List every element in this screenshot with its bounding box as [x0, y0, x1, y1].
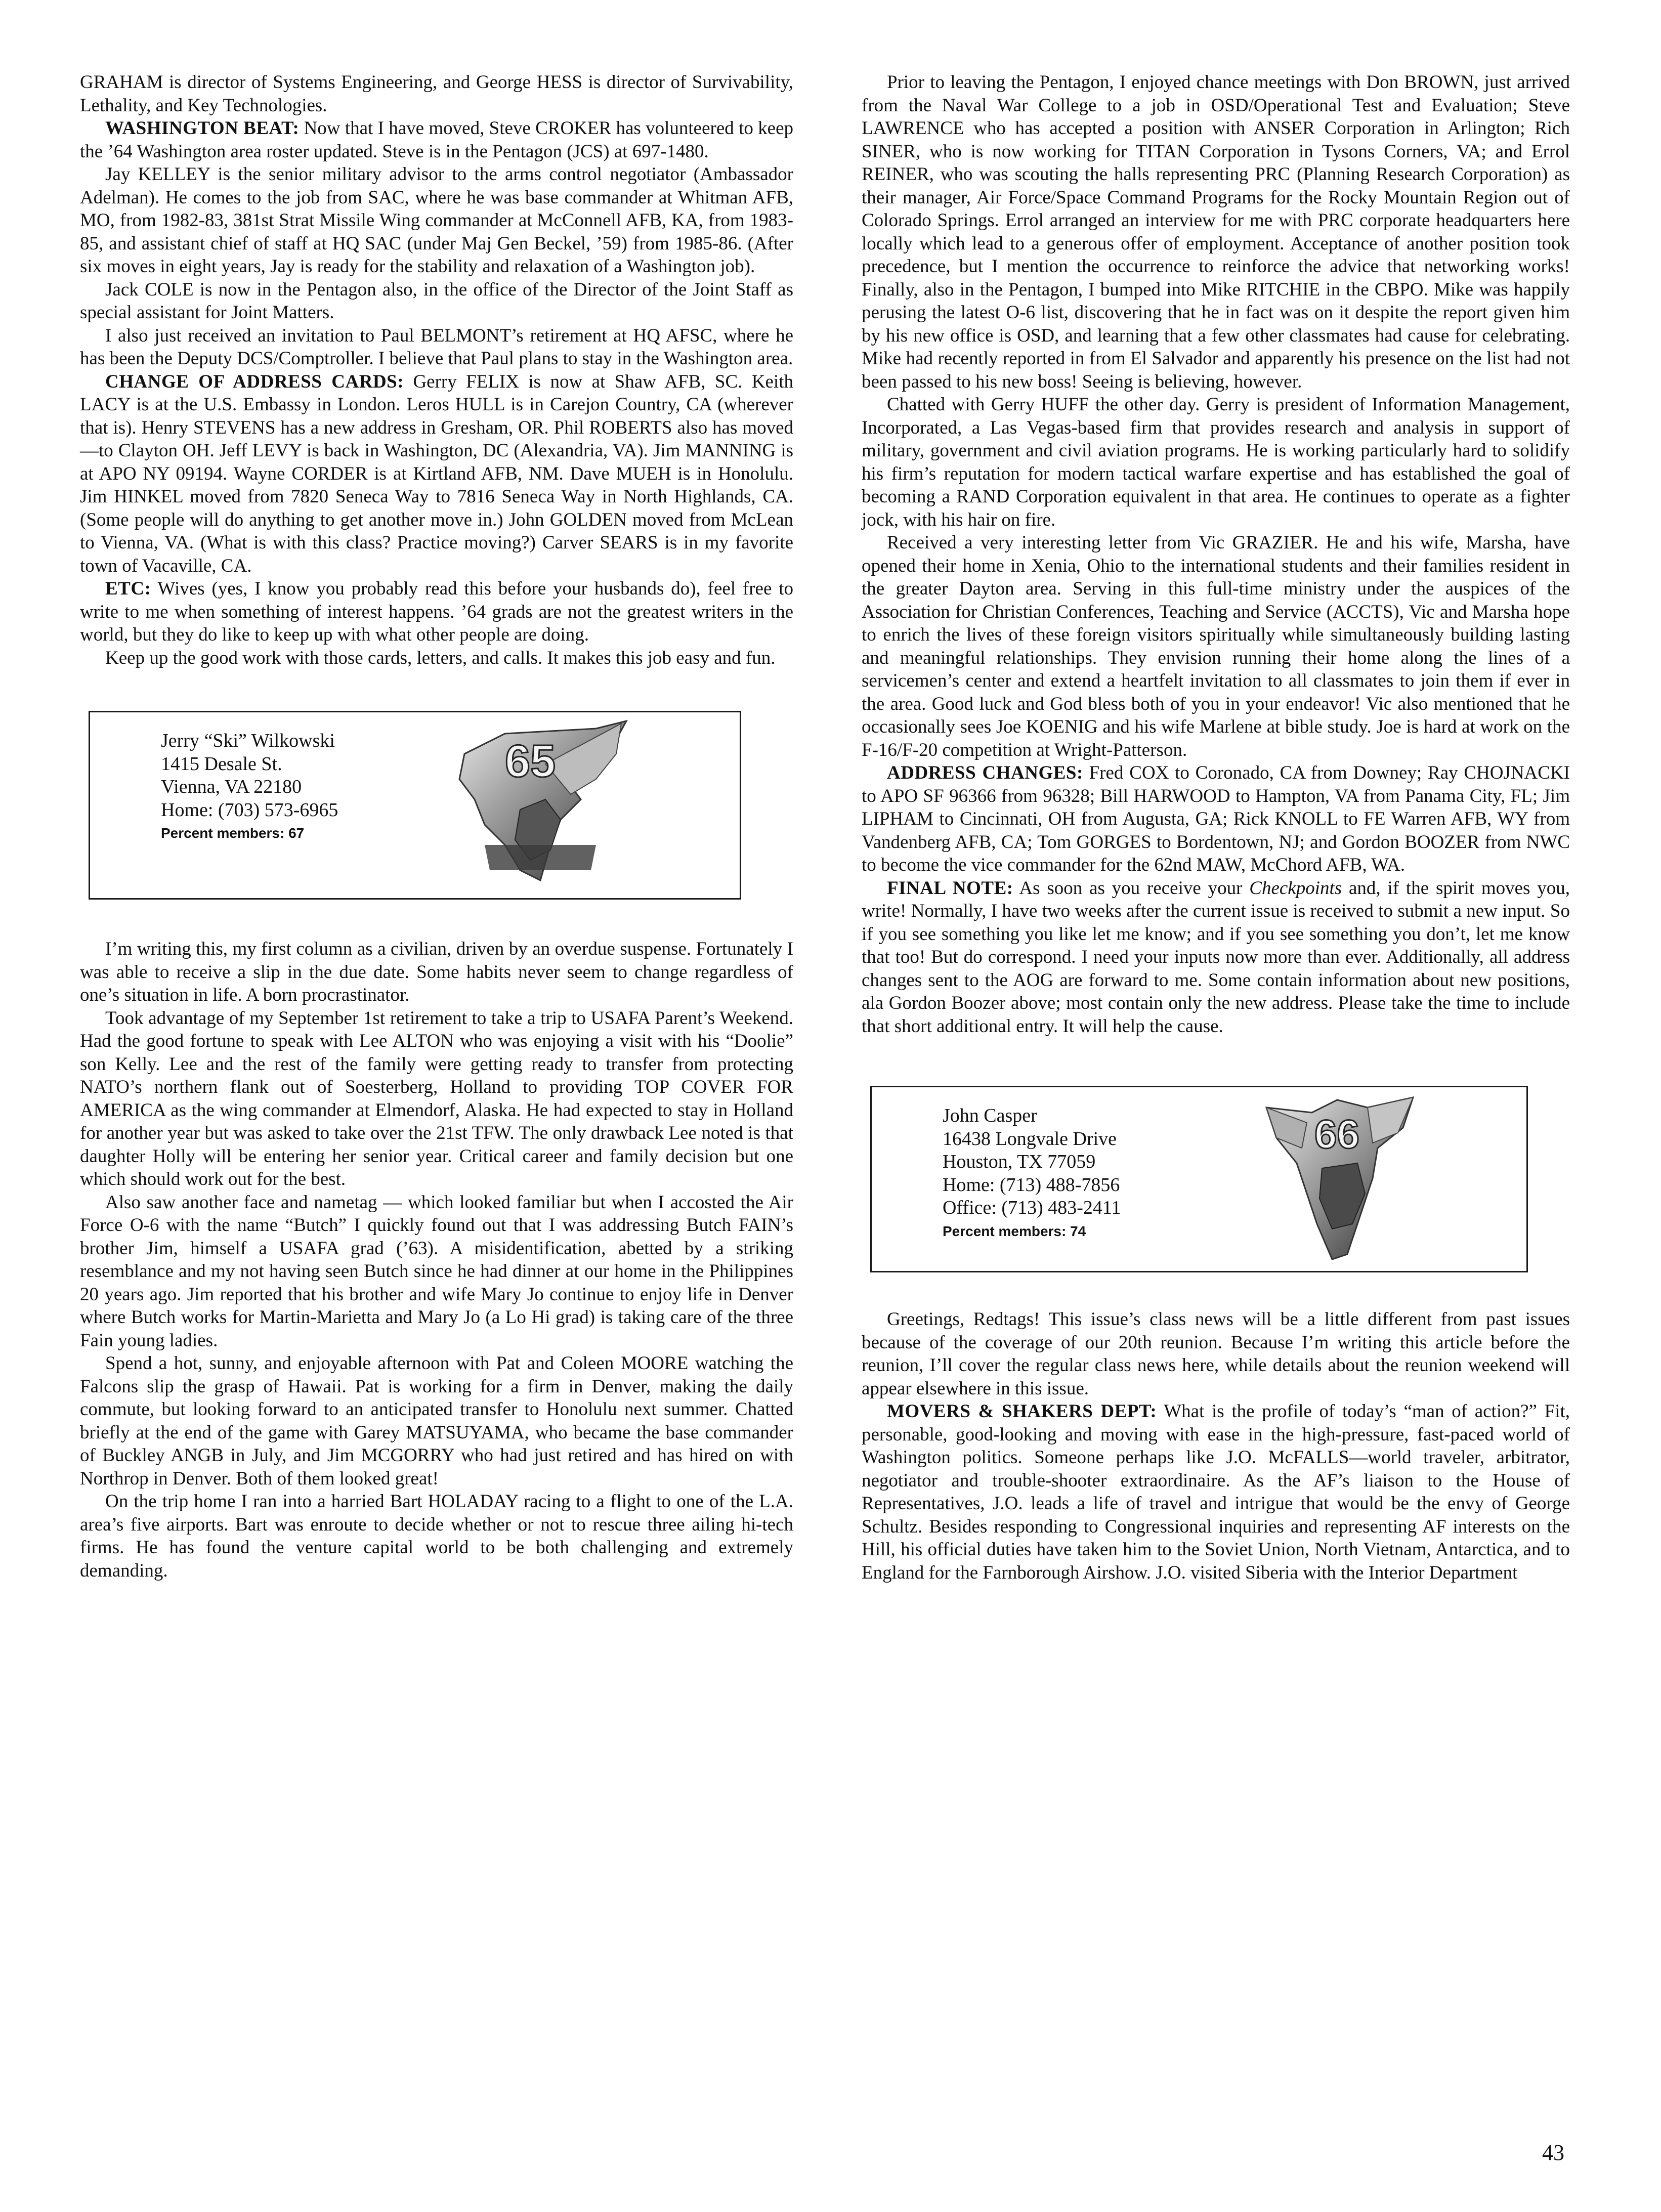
secretary-city: Houston, TX 77059 [943, 1151, 1096, 1172]
paragraph: Jack COLE is now in the Pentagon also, in the office of the Director of the Joint Staff as special assistant for Joint Matters. [80, 279, 793, 323]
paragraph: Chatted with Gerry HUFF the other day. Gerry is president of Information Management, Incorporated, a Las Vegas-based firm that provides research and analysis in support of military, government and civil aviation programs. He is working particularly hard to solidify his firm’s reputation for modern tactical warfare expertise and has established the goal of becoming a RAND Corporation equivalent in that area. He continues to operate as a fighter jock, with his hair on fire. [862, 394, 1570, 530]
secretary-name: Jerry “Ski” Wilkowski [161, 730, 335, 751]
secretary-name: John Casper [943, 1105, 1037, 1126]
secretary-city: Vienna, VA 22180 [161, 776, 302, 797]
paragraph [862, 877, 1570, 1038]
svg-text:65: 65 [505, 736, 556, 787]
secretary-office-phone: Office: (713) 483-2411 [943, 1197, 1121, 1218]
paragraph-text: What is the profile of today’s “man of action?” Fit, personable, good-looking and moving with ease in the high-pressure, fast-paced world of Washington politics. Someone perhaps like J.O. McFALLS—world traveler, arbitrator, negotiator and trouble-shooter extraordinaire. As the AF’s liaison to the House of Representatives, J.O. leads a life of travel and intrigue that would be the envy of George Schultz. Besides responding to Congressional inquiries and representing AF interests on the Hill, his official duties have taken him to the Soviet Union, North Vietnam, Antarctica, and to England for the Farnborough Airshow. J.O. visited Siberia with the Interior Department [862, 1401, 1570, 1583]
right-column [862, 71, 1570, 1584]
paragraph: Greetings, Redtags! This issue’s class news will be a little different from past issues because of the coverage of our 20th reunion. Because I’m writing this article before the reunion, I’ll cover the regular class news here, while details about the reunion weekend will appear elsewhere in this issue. [862, 1309, 1570, 1399]
percent-members: Percent members: 67 [161, 825, 305, 841]
paragraph [80, 117, 793, 163]
svg-text:66: 66 [1314, 1112, 1359, 1157]
class-crest-icon [1256, 1092, 1418, 1267]
class-crest-icon [444, 718, 642, 893]
paragraph-text: Fred COX to Coronado, CA from Downey; Ray CHOJNACKI to APO SF 96366 from 96328; Bill HARWOOD to Hampton, VA from Panama City, FL; Jim LIPHAM to Cincinnati, OH from Augusta, GA; Rick KNOLL to FE Warren AFB, WY from Vandenberg AFB, CA; Tom GORGES to Bordentown, NJ; and Gordon BOOZER from NWC to become the vice commander for the 62nd MAW, McChord AFB, WA. [862, 762, 1570, 875]
paragraph: Also saw another face and nametag — which looked familiar but when I accosted the Air Force O-6 with the name “Butch” I quickly found out that I was addressing Butch FAIN’s brother Jim, himself a USAFA grad (’63). A misidentification, abetted by a striking resemblance and my not having seen Butch since he had dinner at our home in the Philippines 20 years ago. Jim reported that his brother and wife Mary Jo continue to enjoy life in Denver where Butch works for Martin-Marietta and Mary Jo (a Lo Hi grad) is taking care of the three Fain young ladies. [80, 1192, 793, 1351]
secretary-home-phone: Home: (713) 488-7856 [943, 1174, 1120, 1196]
paragraph: I also just received an invitation to Paul BELMONT’s retirement at HQ AFSC, where he has been the Deputy DCS/Comptroller. I believe that Paul plans to stay in the Washington area. [80, 325, 793, 369]
paragraph: Jay KELLEY is the senior military advisor to the arms control negotiator (Ambassador Adelman). He comes to the job from SAC, where he was base commander at Whitman AFB, MO, from 1982-83, 381st Strat Missile Wing commander at McConnell AFB, KA, from 1983-85, and assistant chief of staff at HQ SAC (under Maj Gen Beckel, ’59) from 1985-86. (After six moves in eight years, Jay is ready for the stability and relaxation of a Washington job). [80, 164, 793, 277]
paragraph: GRAHAM is director of Systems Engineering, and George HESS is director of Survivability, Lethality, and Key Technologies. [80, 72, 793, 116]
class-secretary-box-1966 [870, 1086, 1528, 1272]
paragraph-text: Gerry FELIX is now at Shaw AFB, SC. Keith LACY is at the U.S. Embassy in London. Leros HULL is in Carejon Country, CA (wherever that is). Henry STEVENS has a new address in Gresham, OR. Phil ROBERTS also has moved—to Clayton OH. Jeff LEVY is back in Washington, DC (Alexandria, VA). Jim MANNING is at APO NY 09194. Wayne CORDER is at Kirtland AFB, NM. Dave MUEH is in Honolulu. Jim HINKEL moved from 7820 Seneca Way to 7816 Seneca Way in North Highlands, CA. (Some people will do anything to get another move in.) John GOLDEN moved from McLean to Vienna, VA. (What is with this class? Practice moving?) Carver SEARS is in my favorite town of Vacaville, CA. [80, 371, 793, 576]
magazine-title: Checkpoints [1249, 877, 1342, 899]
paragraph: I’m writing this, my first column as a civilian, driven by an overdue suspense. Fortunately I was able to receive a slip in the due date. Some habits never seem to change regardless of one’s situation in life. A born procrastinator. [80, 939, 793, 1005]
section-heading: ETC: [105, 578, 151, 599]
section-heading: FINAL NOTE: [887, 877, 1013, 899]
paragraph: Spend a hot, sunny, and enjoyable afternoon with Pat and Coleen MOORE watching the Falcons slip the grasp of Hawaii. Pat is working for a firm in Denver, making the daily commute, but looking forward to an anticipated transfer to Honolulu next summer. Chatted briefly at the end of the game with Garey MATSUYAMA, who became the base commander of Buckley ANGB in July, and Jim MCGORRY who had just retired and has hired on with Northrop in Denver. Both of them looked great! [80, 1353, 793, 1489]
paragraph [80, 370, 793, 578]
secretary-street: 16438 Longvale Drive [943, 1128, 1117, 1150]
secretary-street: 1415 Desale St. [161, 753, 282, 775]
paragraph [80, 577, 793, 647]
section-heading: CHANGE OF ADDRESS CARDS: [105, 371, 404, 392]
paragraph: On the trip home I ran into a harried Bart HOLADAY racing to a flight to one of the L.A. area’s five airports. Bart was enroute to decide whether or not to rescue three ailing hi-tech firms. He has found the venture capital world to be both challenging and extremely demanding. [80, 1491, 793, 1581]
section-heading: WASHINGTON BEAT: [105, 118, 300, 139]
secretary-home-phone: Home: (703) 573-6965 [161, 799, 338, 821]
paragraph [862, 761, 1570, 877]
page-number: 43 [1542, 2140, 1564, 2165]
section-heading: ADDRESS CHANGES: [887, 762, 1083, 783]
paragraph [862, 1400, 1570, 1584]
paragraph-text: Now that I have moved, Steve CROKER has volunteered to keep the ’64 Washington area roster updated. Steve is in the Pentagon (JCS) at 697-1480. [80, 118, 793, 162]
left-column [80, 71, 793, 1582]
paragraph: Prior to leaving the Pentagon, I enjoyed chance meetings with Don BROWN, just arrived from the Naval War College to a job in OSD/Operational Test and Evaluation; Steve LAWRENCE who has accepted a position with ANSER Corporation in Arlington; Rich SINER, who is now working for TITAN Corporation in Tysons Corners, VA; and Errol REINER, who was scouting the halls representing PRC (Planning Research Corporation) as their manager, Air Force/Space Command Programs for the Rocky Mountain Region out of Colorado Springs. Errol arranged an interview for me with PRC corporate headquarters here locally which lead to a generous offer of employment. Acceptance of another position took precedence, but I mention the occurrence to reinforce the advice that networking works! Finally, also in the Pentagon, I bumped into Mike RITCHIE in the CBPO. Mike was happily perusing the latest O-6 list, discovering that he in fact was on it despite the report given him by his new office is OSD, and learning that a few other classmates had cause for celebrating. Mike had recently reported in from El Salvador and apparently his presence on the list had not been passed to his new boss! Seeing is believing, however. [862, 72, 1570, 392]
paragraph-text: and, if the spirit moves you, write! Normally, I have two weeks after the current issue is received to submit a new input. So if you see something you like let me know; and if you see something you don’t, let me know that too! But do correspond. I need your inputs now more than ever. Additionally, all address changes sent to the AOG are forward to me. Some contain information about new positions, ala Gordon Boozer above; most contain only the new address. Please take the time to include that short additional entry. It will help the cause. [862, 877, 1570, 1037]
paragraph: Took advantage of my September 1st retirement to take a trip to USAFA Parent’s Weekend. Had the good fortune to speak with Lee ALTON who was enjoying a visit with his “Doolie” son Kelly. Lee and the rest of the family were getting ready to transfer from protecting NATO’s northern flank out of Soesterberg, Holland to providing TOP COVER FOR AMERICA as the wing commander at Elmendorf, Alaska. He had expected to stay in Holland for another year but was asked to take over the 21st TFW. The only drawback Lee noted is that daughter Holly will be entering her senior year. Critical career and family decision but one which should work out for the best. [80, 1007, 793, 1189]
paragraph-text: As soon as you receive your [1013, 877, 1250, 899]
section-heading: MOVERS & SHAKERS DEPT: [887, 1401, 1157, 1422]
paragraph: Received a very interesting letter from Vic GRAZIER. He and his wife, Marsha, have opened their home in Xenia, Ohio to the international students and their families resident in the greater Dayton area. Serving in this full-time ministry under the auspices of the Association for Christian Conferences, Teaching and Service (ACCTS), Vic and Marsha hope to enrich the lives of these foreign visitors spiritually while simultaneously building lasting and meaningful relationships. They envision running their home along the lines of a servicemen’s center and extend a heartfelt invitation to all classmates to join them if ever in the area. Good luck and God bless both of you in your endeavor! Vic also mentioned that he occasionally sees Joe KOENIG and his wife Marlene at bible study. Joe is hard at work on the F-16/F-20 competition at Wright-Patterson. [862, 532, 1570, 760]
paragraph: Keep up the good work with those cards, letters, and calls. It makes this job easy and fun. [105, 647, 776, 668]
paragraph-text: Wives (yes, I know you probably read this before your husbands do), feel free to write to me when something of interest happens. ’64 grads are not the greatest writers in the world, but they do like to keep up with what other people are doing. [80, 578, 793, 645]
class-secretary-box-1965 [89, 711, 741, 900]
percent-members: Percent members: 74 [943, 1223, 1086, 1239]
